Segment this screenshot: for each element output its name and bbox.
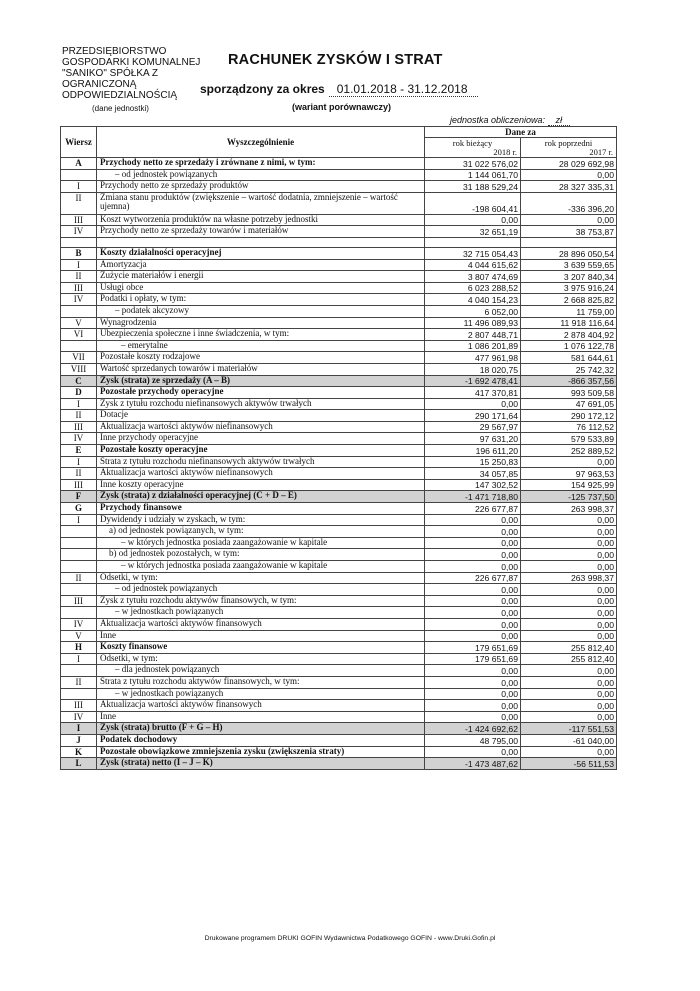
company-caption: (dane jednostki): [92, 104, 149, 113]
row-previous-value: 0,00: [521, 700, 617, 712]
row-id: II: [61, 271, 97, 283]
row-id: VII: [61, 352, 97, 364]
row-previous-value: 28 896 050,54: [521, 247, 617, 259]
row-current-value: 0,00: [425, 514, 521, 526]
table-row: [61, 340, 617, 352]
row-current-value: 0,00: [425, 607, 521, 619]
header-previous-year-value: 2017 r.: [589, 146, 613, 157]
row-current-value: 0,00: [425, 526, 521, 538]
period-label: sporządzony za okres: [200, 82, 325, 96]
row-id: I: [61, 456, 97, 468]
row-id: [61, 340, 97, 352]
row-previous-value: -125 737,50: [521, 491, 617, 503]
row-current-value: 0,00: [425, 214, 521, 226]
row-label: Koszt wytworzenia produktów na własne potrzeby jednostki: [97, 214, 425, 226]
row-previous-value: 3 207 840,34: [521, 271, 617, 283]
row-id: II: [61, 468, 97, 480]
row-label: Zysk (strata) brutto (F + G – H): [97, 723, 425, 735]
row-previous-value: 76 112,52: [521, 421, 617, 433]
row-id: C: [61, 375, 97, 387]
table-row: [61, 169, 617, 181]
table-row: [61, 537, 617, 549]
row-label: Aktualizacja wartości aktywów niefinansowych: [97, 421, 425, 433]
table-row: [61, 282, 617, 294]
row-previous-value: 0,00: [521, 676, 617, 688]
table-row: [61, 479, 617, 491]
header-current-year-value: 2018 r.: [493, 146, 517, 157]
row-label: Zysk (strata) z działalności operacyjnej (C + D – E): [97, 491, 425, 503]
row-current-value: 4 040 154,23: [425, 294, 521, 306]
row-current-value: 48 795,00: [425, 734, 521, 746]
row-current-value: 2 807 448,71: [425, 329, 521, 341]
row-current-value: [425, 237, 521, 247]
row-id: [61, 584, 97, 596]
row-previous-value: 1 076 122,78: [521, 340, 617, 352]
variant-label: (wariant porównawczy): [292, 102, 392, 112]
row-id: F: [61, 491, 97, 503]
row-id: II: [61, 572, 97, 584]
row-previous-value: 0,00: [521, 665, 617, 677]
row-previous-value: 2 878 404,92: [521, 329, 617, 341]
row-previous-value: 579 533,89: [521, 433, 617, 445]
row-current-value: 0,00: [425, 746, 521, 758]
table-row: [61, 259, 617, 271]
income-statement-table: [60, 126, 617, 770]
row-previous-value: 290 172,12: [521, 410, 617, 422]
table-row: [61, 503, 617, 515]
row-id: [61, 305, 97, 317]
period-value: 01.01.2018 - 31.12.2018: [329, 82, 478, 97]
table-row: [61, 514, 617, 526]
table-row: [61, 271, 617, 283]
table-row: [61, 226, 617, 238]
row-id: II: [61, 676, 97, 688]
statement-table-body: [61, 158, 617, 770]
row-label: b) od jednostek pozostałych, w tym:: [97, 549, 425, 561]
row-id: B: [61, 247, 97, 259]
table-row: [61, 549, 617, 561]
row-previous-value: 263 998,37: [521, 572, 617, 584]
row-previous-value: 0,00: [521, 537, 617, 549]
row-id: [61, 237, 97, 247]
row-previous-value: 255 812,40: [521, 642, 617, 654]
row-previous-value: 0,00: [521, 711, 617, 723]
unit-value: zł: [548, 115, 571, 126]
statement-table-wrapper: [60, 126, 617, 770]
row-id: III: [61, 479, 97, 491]
row-id: [61, 549, 97, 561]
row-label: Koszty finansowe: [97, 642, 425, 654]
row-current-value: -1 473 487,62: [425, 758, 521, 770]
table-row: [61, 237, 617, 247]
table-row: [61, 711, 617, 723]
row-previous-value: 0,00: [521, 514, 617, 526]
unit-label: jednostka obliczeniowa:: [450, 115, 546, 125]
document-title: RACHUNEK ZYSKÓW I STRAT: [228, 52, 443, 68]
header-current-label: rok bieżący: [452, 137, 493, 148]
table-row: [61, 630, 617, 642]
row-label: Zysk z tytułu rozchodu aktywów finansowych, w tym:: [97, 595, 425, 607]
row-label: Aktualizacja wartości aktywów finansowych: [97, 700, 425, 712]
row-previous-value: 2 668 825,82: [521, 294, 617, 306]
row-id: V: [61, 317, 97, 329]
table-row: [61, 607, 617, 619]
row-id: IV: [61, 711, 97, 723]
period-row: [200, 82, 478, 96]
table-row: [61, 572, 617, 584]
row-previous-value: 38 753,87: [521, 226, 617, 238]
row-id: G: [61, 503, 97, 515]
row-id: I: [61, 259, 97, 271]
row-id: IV: [61, 226, 97, 238]
row-current-value: 32 651,19: [425, 226, 521, 238]
row-current-value: 6 023 288,52: [425, 282, 521, 294]
table-row: [61, 421, 617, 433]
row-label: Podatki i opłaty, w tym:: [97, 294, 425, 306]
row-current-value: 18 020,75: [425, 363, 521, 375]
row-previous-value: 0,00: [521, 607, 617, 619]
row-label: Wynagrodzenia: [97, 317, 425, 329]
row-label: Zysk (strata) ze sprzedaży (A – B): [97, 375, 425, 387]
row-label: – podatek akcyzowy: [97, 305, 425, 317]
row-label: – w których jednostka posiada zaangażowanie w kapitale: [97, 537, 425, 549]
table-row: [61, 456, 617, 468]
row-label: – w jednostkach powiązanych: [97, 607, 425, 619]
row-label: – emerytalne: [97, 340, 425, 352]
row-label: Odsetki, w tym:: [97, 572, 425, 584]
row-previous-value: -117 551,53: [521, 723, 617, 735]
row-current-value: 0,00: [425, 630, 521, 642]
row-current-value: 0,00: [425, 676, 521, 688]
row-label: – od jednostek powiązanych: [97, 169, 425, 181]
row-previous-value: 993 509,58: [521, 387, 617, 399]
row-id: III: [61, 214, 97, 226]
row-label: Przychody netto ze sprzedaży produktów: [97, 181, 425, 193]
row-previous-value: -56 511,53: [521, 758, 617, 770]
row-id: V: [61, 630, 97, 642]
row-current-value: 0,00: [425, 711, 521, 723]
row-label: Usługi obce: [97, 282, 425, 294]
row-current-value: 0,00: [425, 688, 521, 700]
row-current-value: 0,00: [425, 537, 521, 549]
row-previous-value: 28 029 692,98: [521, 158, 617, 170]
row-current-value: -1 692 478,41: [425, 375, 521, 387]
row-previous-value: 154 925,99: [521, 479, 617, 491]
row-previous-value: -866 357,56: [521, 375, 617, 387]
table-row: [61, 723, 617, 735]
row-current-value: 31 022 576,02: [425, 158, 521, 170]
header-dane-za: Dane za: [425, 127, 617, 138]
row-label: Zużycie materiałów i energii: [97, 271, 425, 283]
row-id: K: [61, 746, 97, 758]
row-current-value: 0,00: [425, 561, 521, 573]
table-row: [61, 363, 617, 375]
row-label: Inne przychody operacyjne: [97, 433, 425, 445]
footer-note: Drukowane programem DRUKI GOFIN Wydawnictwa Podatkowego GOFIN - www.Druki.Gofin.pl: [204, 935, 496, 942]
table-row: [61, 526, 617, 538]
row-current-value: 196 611,20: [425, 445, 521, 457]
row-previous-value: 0,00: [521, 549, 617, 561]
company-name: PRZEDSIĘBIORSTWO GOSPODARKI KOMUNALNEJ "SANIKO" SPÓŁKA Z OGRANICZONĄ ODPOWIEDZIALNOŚCIĄ: [62, 46, 201, 101]
row-label: Pozostałe koszty operacyjne: [97, 445, 425, 457]
header-previous-label: rok poprzedni: [544, 137, 593, 148]
header-current-year: [425, 138, 521, 158]
table-row: [61, 758, 617, 770]
row-current-value: 290 171,64: [425, 410, 521, 422]
table-row: [61, 595, 617, 607]
row-previous-value: 0,00: [521, 214, 617, 226]
row-id: A: [61, 158, 97, 170]
table-row: [61, 410, 617, 422]
row-label: Przychody netto ze sprzedaży i zrównane z nimi, w tym:: [97, 158, 425, 170]
row-previous-value: 0,00: [521, 526, 617, 538]
table-row: [61, 398, 617, 410]
row-label: Odsetki, w tym:: [97, 653, 425, 665]
table-row: [61, 642, 617, 654]
row-label: Przychody finansowe: [97, 503, 425, 515]
row-id: [61, 665, 97, 677]
row-current-value: 0,00: [425, 700, 521, 712]
row-id: VIII: [61, 363, 97, 375]
row-label: – od jednostek powiązanych: [97, 584, 425, 596]
row-id: I: [61, 723, 97, 735]
row-previous-value: [521, 237, 617, 247]
row-previous-value: 0,00: [521, 688, 617, 700]
row-current-value: 6 052,00: [425, 305, 521, 317]
row-id: [61, 607, 97, 619]
row-previous-value: 252 889,52: [521, 445, 617, 457]
table-row: [61, 247, 617, 259]
row-label: Inne koszty operacyjne: [97, 479, 425, 491]
row-previous-value: 97 963,53: [521, 468, 617, 480]
row-previous-value: 11 918 116,64: [521, 317, 617, 329]
row-id: [61, 169, 97, 181]
row-current-value: 179 651,69: [425, 653, 521, 665]
row-current-value: 29 567,97: [425, 421, 521, 433]
row-current-value: 226 677,87: [425, 503, 521, 515]
row-label: Pozostałe przychody operacyjne: [97, 387, 425, 399]
row-label: Koszty działalności operacyjnej: [97, 247, 425, 259]
row-current-value: -198 604,41: [425, 192, 521, 214]
table-row: [61, 433, 617, 445]
table-row: [61, 294, 617, 306]
row-id: II: [61, 192, 97, 214]
row-previous-value: -61 040,00: [521, 734, 617, 746]
row-current-value: 0,00: [425, 618, 521, 630]
row-id: IV: [61, 618, 97, 630]
table-row: [61, 688, 617, 700]
row-current-value: 1 086 201,89: [425, 340, 521, 352]
row-current-value: 0,00: [425, 549, 521, 561]
row-id: VI: [61, 329, 97, 341]
row-current-value: 0,00: [425, 665, 521, 677]
row-previous-value: 0,00: [521, 456, 617, 468]
table-row: [61, 468, 617, 480]
row-id: I: [61, 514, 97, 526]
unit-row: [450, 115, 570, 125]
row-id: I: [61, 653, 97, 665]
row-previous-value: 0,00: [521, 561, 617, 573]
row-current-value: 147 302,52: [425, 479, 521, 491]
row-current-value: 97 631,20: [425, 433, 521, 445]
table-row: [61, 746, 617, 758]
table-row: [61, 665, 617, 677]
row-label: Pozostałe koszty rodzajowe: [97, 352, 425, 364]
row-previous-value: 0,00: [521, 584, 617, 596]
table-row: [61, 181, 617, 193]
table-row: [61, 584, 617, 596]
row-label: Zmiana stanu produktów (zwiększenie – wartość dodatnia, zmniejszenie – wartość ujemna): [97, 192, 425, 214]
row-previous-value: 263 998,37: [521, 503, 617, 515]
row-current-value: 15 250,83: [425, 456, 521, 468]
row-id: H: [61, 642, 97, 654]
row-id: E: [61, 445, 97, 457]
row-label: Ubezpieczenia społeczne i inne świadczenia, w tym:: [97, 329, 425, 341]
row-current-value: 226 677,87: [425, 572, 521, 584]
row-previous-value: 11 759,00: [521, 305, 617, 317]
row-id: III: [61, 700, 97, 712]
table-row: [61, 676, 617, 688]
row-id: [61, 537, 97, 549]
table-row: [61, 375, 617, 387]
row-id: I: [61, 398, 97, 410]
row-label: Inne: [97, 711, 425, 723]
table-row: [61, 317, 617, 329]
row-id: II: [61, 410, 97, 422]
row-label: Aktualizacja wartości aktywów finansowych: [97, 618, 425, 630]
table-row: [61, 618, 617, 630]
table-row: [61, 192, 617, 214]
row-previous-value: 28 327 335,31: [521, 181, 617, 193]
row-previous-value: 0,00: [521, 169, 617, 181]
row-current-value: 1 144 061,70: [425, 169, 521, 181]
row-id: III: [61, 595, 97, 607]
row-id: D: [61, 387, 97, 399]
row-id: III: [61, 421, 97, 433]
row-previous-value: 0,00: [521, 630, 617, 642]
row-current-value: 477 961,98: [425, 352, 521, 364]
row-previous-value: 0,00: [521, 618, 617, 630]
row-id: [61, 688, 97, 700]
table-row: [61, 329, 617, 341]
row-id: III: [61, 282, 97, 294]
table-row: [61, 561, 617, 573]
table-row: [61, 491, 617, 503]
row-current-value: 34 057,85: [425, 468, 521, 480]
row-current-value: 0,00: [425, 595, 521, 607]
row-label: Podatek dochodowy: [97, 734, 425, 746]
table-row: [61, 700, 617, 712]
row-label: – w których jednostka posiada zaangażowanie w kapitale: [97, 561, 425, 573]
row-current-value: 4 044 615,62: [425, 259, 521, 271]
row-current-value: 3 807 474,69: [425, 271, 521, 283]
header-previous-year: [521, 138, 617, 158]
row-label: Przychody netto ze sprzedaży towarów i materiałów: [97, 226, 425, 238]
row-id: J: [61, 734, 97, 746]
table-row: [61, 653, 617, 665]
header-wiersz: Wiersz: [61, 127, 97, 158]
row-current-value: -1 471 718,80: [425, 491, 521, 503]
row-label: Aktualizacja wartości aktywów niefinansowych: [97, 468, 425, 480]
row-id: I: [61, 181, 97, 193]
row-label: Zysk z tytułu rozchodu niefinansowych aktywów trwałych: [97, 398, 425, 410]
row-current-value: -1 424 692,62: [425, 723, 521, 735]
table-row: [61, 734, 617, 746]
row-previous-value: 47 691,05: [521, 398, 617, 410]
table-row: [61, 352, 617, 364]
row-current-value: 11 496 089,93: [425, 317, 521, 329]
row-label: [97, 237, 425, 247]
table-row: [61, 214, 617, 226]
row-label: – dla jednostek powiązanych: [97, 665, 425, 677]
row-label: Pozostałe obowiązkowe zmniejszenia zysku (zwiększenia straty): [97, 746, 425, 758]
row-previous-value: 3 639 559,65: [521, 259, 617, 271]
row-label: Strata z tytułu rozchodu aktywów finansowych, w tym:: [97, 676, 425, 688]
row-current-value: 0,00: [425, 398, 521, 410]
row-label: – w jednostkach powiązanych: [97, 688, 425, 700]
row-id: L: [61, 758, 97, 770]
row-current-value: 417 370,81: [425, 387, 521, 399]
row-label: Inne: [97, 630, 425, 642]
row-label: Zysk (strata) netto (I – J – K): [97, 758, 425, 770]
table-row: [61, 445, 617, 457]
row-previous-value: 25 742,32: [521, 363, 617, 375]
table-row: [61, 305, 617, 317]
row-label: a) od jednostek powiązanych, w tym:: [97, 526, 425, 538]
row-id: [61, 526, 97, 538]
table-row: [61, 387, 617, 399]
row-label: Amortyzacja: [97, 259, 425, 271]
row-current-value: 0,00: [425, 584, 521, 596]
row-label: Wartość sprzedanych towarów i materiałów: [97, 363, 425, 375]
row-current-value: 31 188 529,24: [425, 181, 521, 193]
row-previous-value: 0,00: [521, 746, 617, 758]
row-previous-value: 3 975 916,24: [521, 282, 617, 294]
row-label: Dotacje: [97, 410, 425, 422]
row-current-value: 179 651,69: [425, 642, 521, 654]
row-id: [61, 561, 97, 573]
table-row: [61, 158, 617, 170]
row-previous-value: 0,00: [521, 595, 617, 607]
row-previous-value: -336 396,20: [521, 192, 617, 214]
row-id: IV: [61, 294, 97, 306]
row-id: IV: [61, 433, 97, 445]
row-previous-value: 255 812,40: [521, 653, 617, 665]
row-current-value: 32 715 054,43: [425, 247, 521, 259]
row-label: Dywidendy i udziały w zyskach, w tym:: [97, 514, 425, 526]
header-description: Wyszczególnienie: [97, 127, 425, 158]
row-label: Strata z tytułu rozchodu niefinansowych aktywów trwałych: [97, 456, 425, 468]
row-previous-value: 581 644,61: [521, 352, 617, 364]
